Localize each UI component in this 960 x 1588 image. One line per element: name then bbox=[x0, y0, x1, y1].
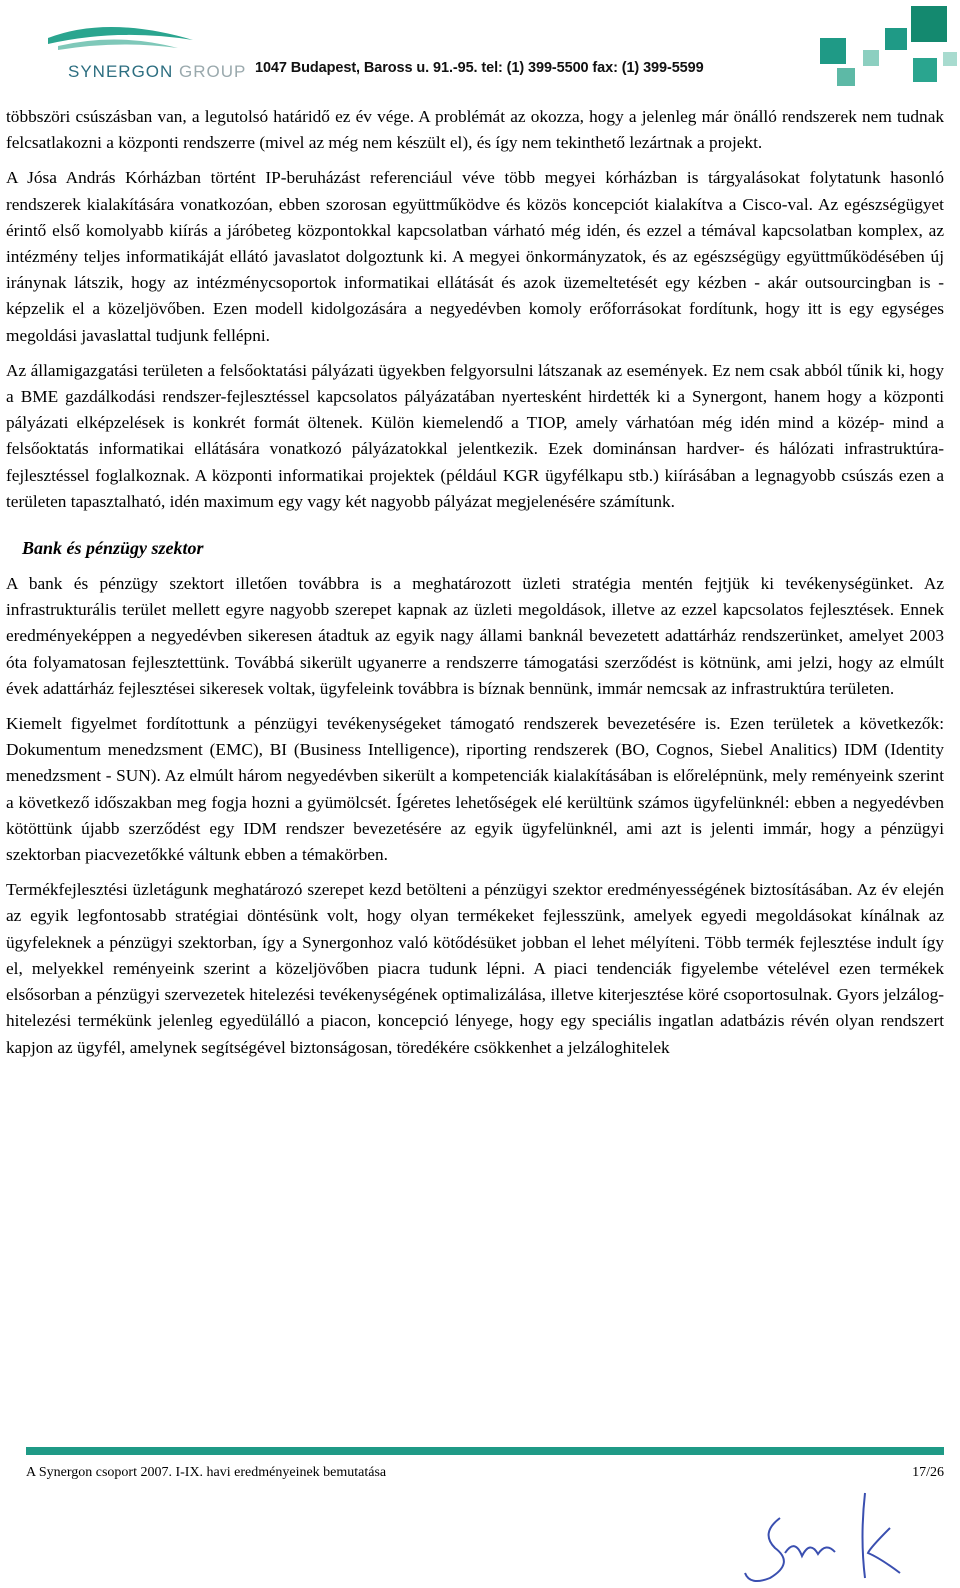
footer-divider bbox=[26, 1447, 944, 1455]
paragraph: Az államigazgatási területen a felsőoktatási pályázati ügyekben felgyorsulni látszanak az események. Ez nem csak abból tűnik ki, hogy a BME gazdálkodási rendszer-fejlesztéssel kapcsolatos pályázatában nyertesként hirdették ki a Synergont, hanem hogy a központi pályázati elképzelések is konkrét formát öltenek. Külön kiemelendő a TIOP, amely várhatóan még idén mind a közép- mind a felsőoktatás informatikai ellátására vonatkozó pályázatokkal jelentkezik. Ezek dominánsan hardver- és hálózati infrastruktúra-fejlesztéssel foglalkoznak. A központi informatikai projektek (például KGR ügyfélkapu stb.) kiírásában a legnagyobb csúszás ezen a területen tapasztalható, idén maximum egy vagy két nagyobb pályázat megjelenésére számítunk. bbox=[6, 360, 944, 511]
paragraph: A Jósa András Kórházban történt IP-beruházást referenciául véve több megyei kórházban is tárgyalásokat folytatunk hasonló rendszerek kialakítására vonatkozóan, ebben szorosan együttműködve és közös koncepciót kialakítva a Cisco-val. Az egészségügyet érintő első komolyabb kiírás a járóbeteg központokkal kapcsolatban várható még idén, és ezzel a témával kapcsolatban komplex, az intézmény teljes informatikáját ellátó javaslatot dolgoztunk ki. A megyei önkormányzatok, és az egészségügy együttműködésében új iránynak látszik, hogy az intézménycsoportok informatikai ellátását és azok üzemeltetését egy kézben - akár outsourcingban is - képzelik el a közeljövőben. Ezen modell kidolgozására a negyedévben komoly erőforrásokat fordítunk, hogy itt is egy egységes megoldási javaslattal tudjunk fellépni. bbox=[6, 168, 944, 345]
page-number: 17/26 bbox=[912, 1465, 944, 1480]
paragraph: többszöri csúszásban van, a legutolsó határidő ez év vége. A problémát az okozza, hogy a jelenleg már önálló rendszerek nem tudnak felcsatlakozni a központi rendszerre (mivel az még nem készült el), és így nem tekinthető lezártnak a projekt. bbox=[6, 107, 944, 153]
signature-icon bbox=[740, 1478, 940, 1588]
logo-group: GROUP bbox=[179, 62, 247, 81]
paragraph: Termékfejlesztési üzletágunk meghatározó szerepet kezd betölteni a pénzügyi szektor eredményességének biztosításában. Az év elején az egyik legfontosabb stratégiai döntésünk volt, hogy olyan termékeket fejlesszünk, amelyek egyedi megoldásokat kínálnak az ügyfeleknek a pénzügyi szektorban, így a Synergonhoz való kötődésüket jobban el lehet mélyíteni. Több termék fejlesztése indult így el, melyekkel reményeink szerint a közeljövőben piacra tudunk lépni. A piaci tendenciák figyelembe vételével ezen termékek elsősorban a pénzügyi szervezetek hitelezési tevékenységének optimalizálása, illetve kiterjesztése köré csoportosulnak. Gyors jelzálog-hitelezési termékünk jelenleg egyedülálló a piacon, koncepció lényege, hogy egy speciális ingatlan adatbázis révén olyan rendszert kapjon az ügyfél, amelynek segítségével biztonságosan, töredékére csökkenhet a jelzáloghitelek bbox=[6, 880, 944, 1057]
logo-wordmark bbox=[68, 62, 246, 82]
section-heading: Bank és pénzügy szektor bbox=[22, 538, 204, 559]
page-header bbox=[0, 0, 960, 95]
company-address: 1047 Budapest, Baross u. 91.-95. tel: (1) 399-5500 fax: (1) 399-5599 bbox=[255, 60, 704, 76]
document-body bbox=[6, 104, 944, 1070]
paragraph: Kiemelt figyelmet fordítottunk a pénzügyi tevékenységeket támogató rendszerek bevezetésére is. Ezen területek a következők: Dokumentum menedzsment (EMC), BI (Business Intelligence), riporting rendszerek (BO, Cognos, Siebel Analitics) IDM (Identity menedzsment - SUN). Az elmúlt három negyedévben sikerült a kompetenciák kialakításában is előrelépnünk, mely reményeink szerint a következő időszakban meg fogja hozni a gyümölcsét. Ígéretes lehetőségek elé kerültünk számos ügyfelünknél: ebben a negyedévben kötöttünk újabb szerződést egy IDM rendszer bevezetésére az egyik ügyfelünknél, ami azt is jelenti immár, hogy a pénzügyi szektorban piacvezetőkké váltunk ebben a témakörben. bbox=[6, 714, 944, 865]
decorative-squares-icon bbox=[815, 0, 960, 95]
paragraph: A bank és pénzügy szektort illetően továbbra is a meghatározott üzleti stratégia mentén fejtjük ki tevékenységünket. Az infrastrukturális terület mellett egyre nagyobb szerepet kapnak az üzleti megoldások, illetve az ezzel kapcsolatos fejlesztések. Ennek eredményeképpen a negyedévben sikeresen átadtuk az egyik nagy állami banknál bevezetett adattárház rendszerünket, amelyet 2003 óta folyamatosan fejlesztettünk. Továbbá sikerült ugyanerre a rendszerre támogatási szerződést is kötnünk, ami jelzi, hogy az elmúlt évek adattárház fejlesztései sikeresek voltak, ügyfeleink továbbra is bíznak bennünk, immár nemcsak az infrastruktúra területen. bbox=[6, 574, 944, 698]
logo-swoosh-icon bbox=[18, 10, 228, 60]
footer-title: A Synergon csoport 2007. I-IX. havi eredményeinek bemutatása bbox=[26, 1465, 387, 1480]
logo-name: SYNERGON bbox=[68, 62, 174, 81]
synergon-logo bbox=[18, 10, 247, 90]
